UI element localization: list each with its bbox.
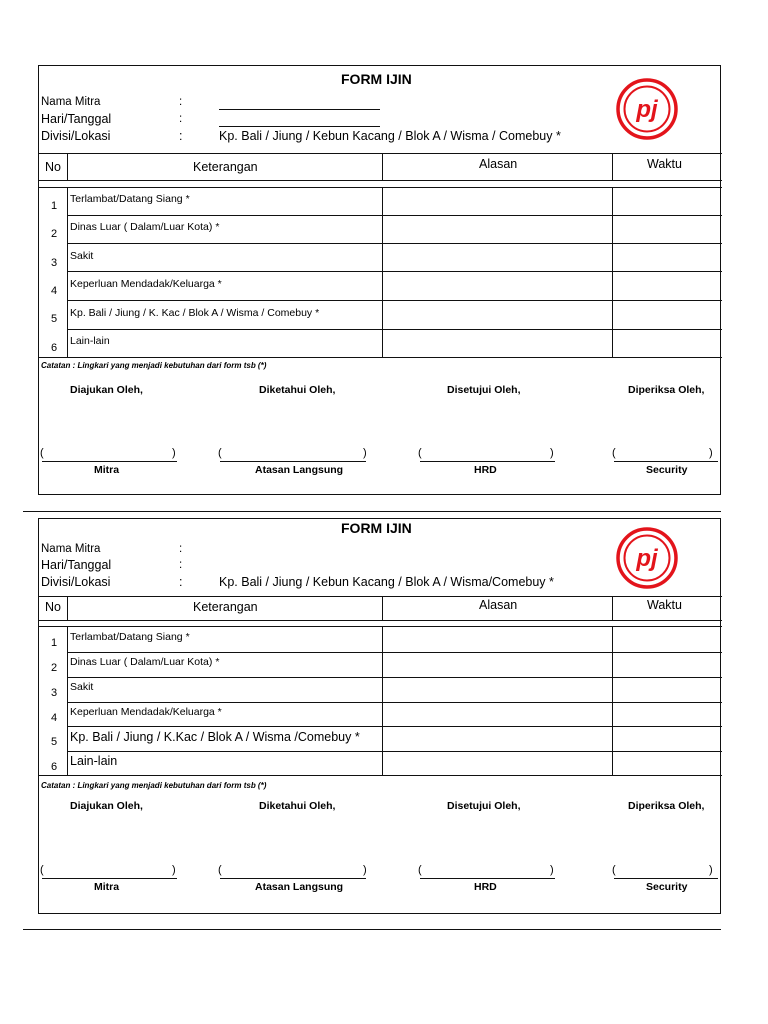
catatan-note: Catatan : Lingkari yang menjadi kebutuhan dari form tsb (*) — [41, 781, 267, 790]
role-mitra: Mitra — [94, 881, 120, 893]
form-title: FORM IJIN — [341, 520, 412, 536]
nama-mitra-colon: : — [179, 543, 183, 555]
nama-mitra-colon: : — [179, 96, 183, 108]
paren-close: ) — [709, 864, 713, 876]
divisi-lokasi-colon: : — [179, 129, 183, 143]
row-number: 2 — [51, 228, 58, 240]
row-number: 5 — [51, 313, 58, 325]
row-label: Keperluan Mendadak/Keluarga * — [70, 278, 222, 290]
role-mitra: Mitra — [94, 464, 120, 476]
role-atasan: Atasan Langsung — [255, 464, 344, 476]
nama-mitra-label: Nama Mitra — [41, 96, 101, 108]
paren-close: ) — [172, 864, 176, 876]
hari-tanggal-input-line[interactable] — [219, 126, 380, 127]
divisi-lokasi-value: Kp. Bali / Jiung / Kebun Kacang / Blok A / Wisma / Comebuy * — [219, 129, 561, 143]
paren-open: ( — [218, 864, 222, 876]
divisi-lokasi-colon: : — [179, 575, 183, 589]
row-label: Kp. Bali / Jiung / K. Kac / Blok A / Wisma / Comebuy * — [70, 307, 320, 319]
role-hrd: HRD — [474, 881, 497, 893]
diajukan-label: Diajukan Oleh, — [70, 384, 143, 396]
form-ijin-2 — [38, 518, 721, 914]
header-alasan: Alasan — [479, 598, 518, 612]
signature-line-atasan[interactable] — [220, 878, 366, 879]
company-logo — [616, 78, 678, 140]
header-no: No — [45, 160, 61, 174]
company-logo — [616, 527, 678, 589]
page-divider — [23, 511, 721, 512]
divisi-lokasi-value: Kp. Bali / Jiung / Kebun Kacang / Blok A / Wisma/Comebuy * — [219, 575, 554, 589]
header-waktu: Waktu — [647, 598, 682, 612]
disetujui-label: Disetujui Oleh, — [447, 800, 521, 812]
row-number: 4 — [51, 712, 58, 724]
paren-open: ( — [218, 447, 222, 459]
paren-open: ( — [40, 447, 44, 459]
form-ijin-1 — [38, 65, 721, 495]
signature-line-hrd[interactable] — [420, 461, 555, 462]
signature-line-hrd[interactable] — [420, 878, 555, 879]
diajukan-label: Diajukan Oleh, — [70, 800, 143, 812]
diperiksa-label: Diperiksa Oleh, — [628, 384, 705, 396]
nama-mitra-input-line[interactable] — [219, 109, 380, 110]
paren-close: ) — [172, 447, 176, 459]
divisi-lokasi-label: Divisi/Lokasi — [41, 575, 111, 589]
hari-tanggal-colon: : — [179, 113, 183, 125]
row-number: 3 — [51, 257, 58, 269]
signature-line-security[interactable] — [614, 878, 718, 879]
row-label: Dinas Luar ( Dalam/Luar Kota) * — [70, 221, 220, 233]
row-number: 5 — [51, 736, 58, 748]
row-label: Keperluan Mendadak/Keluarga * — [70, 706, 222, 718]
role-atasan: Atasan Langsung — [255, 881, 344, 893]
paren-open: ( — [418, 864, 422, 876]
header-keterangan: Keterangan — [193, 600, 258, 614]
role-hrd: HRD — [474, 464, 497, 476]
row-label: Terlambat/Datang Siang * — [70, 193, 190, 205]
paren-close: ) — [550, 864, 554, 876]
disetujui-label: Disetujui Oleh, — [447, 384, 521, 396]
diketahui-label: Diketahui Oleh, — [259, 800, 336, 812]
row-number: 2 — [51, 662, 58, 674]
header-waktu: Waktu — [647, 157, 682, 171]
row-number: 1 — [51, 200, 58, 212]
row-number: 6 — [51, 342, 58, 354]
logo-text: pj — [636, 96, 658, 123]
signature-line-mitra[interactable] — [42, 461, 177, 462]
form-title: FORM IJIN — [341, 71, 412, 87]
row-number: 6 — [51, 761, 58, 773]
paren-close: ) — [363, 864, 367, 876]
role-security: Security — [646, 881, 688, 893]
row-label: Kp. Bali / Jiung / K.Kac / Blok A / Wisma /Comebuy * — [70, 730, 360, 744]
header-no: No — [45, 600, 61, 614]
paren-open: ( — [40, 864, 44, 876]
hari-tanggal-label: Hari/Tanggal — [41, 558, 112, 572]
diketahui-label: Diketahui Oleh, — [259, 384, 336, 396]
signature-line-atasan[interactable] — [220, 461, 366, 462]
row-label: Sakit — [70, 681, 94, 693]
row-label: Terlambat/Datang Siang * — [70, 631, 190, 643]
hari-tanggal-label: Hari/Tanggal — [41, 112, 112, 126]
row-number: 3 — [51, 687, 58, 699]
paren-close: ) — [709, 447, 713, 459]
role-security: Security — [646, 464, 688, 476]
diperiksa-label: Diperiksa Oleh, — [628, 800, 705, 812]
row-number: 4 — [51, 285, 58, 297]
paren-close: ) — [550, 447, 554, 459]
paren-open: ( — [418, 447, 422, 459]
signature-line-mitra[interactable] — [42, 878, 177, 879]
hari-tanggal-colon: : — [179, 559, 183, 571]
paren-open: ( — [612, 864, 616, 876]
header-keterangan: Keterangan — [193, 160, 258, 174]
page-divider — [23, 929, 721, 930]
nama-mitra-label: Nama Mitra — [41, 543, 101, 555]
divisi-lokasi-label: Divisi/Lokasi — [41, 129, 111, 143]
catatan-note: Catatan : Lingkari yang menjadi kebutuhan dari form tsb (*) — [41, 361, 267, 370]
row-label: Lain-lain — [70, 754, 118, 768]
signature-line-security[interactable] — [614, 461, 718, 462]
paren-open: ( — [612, 447, 616, 459]
row-label: Lain-lain — [70, 335, 110, 347]
row-label: Dinas Luar ( Dalam/Luar Kota) * — [70, 656, 220, 668]
header-alasan: Alasan — [479, 157, 518, 171]
row-number: 1 — [51, 637, 58, 649]
logo-text: pj — [636, 545, 658, 572]
row-label: Sakit — [70, 250, 94, 262]
paren-close: ) — [363, 447, 367, 459]
